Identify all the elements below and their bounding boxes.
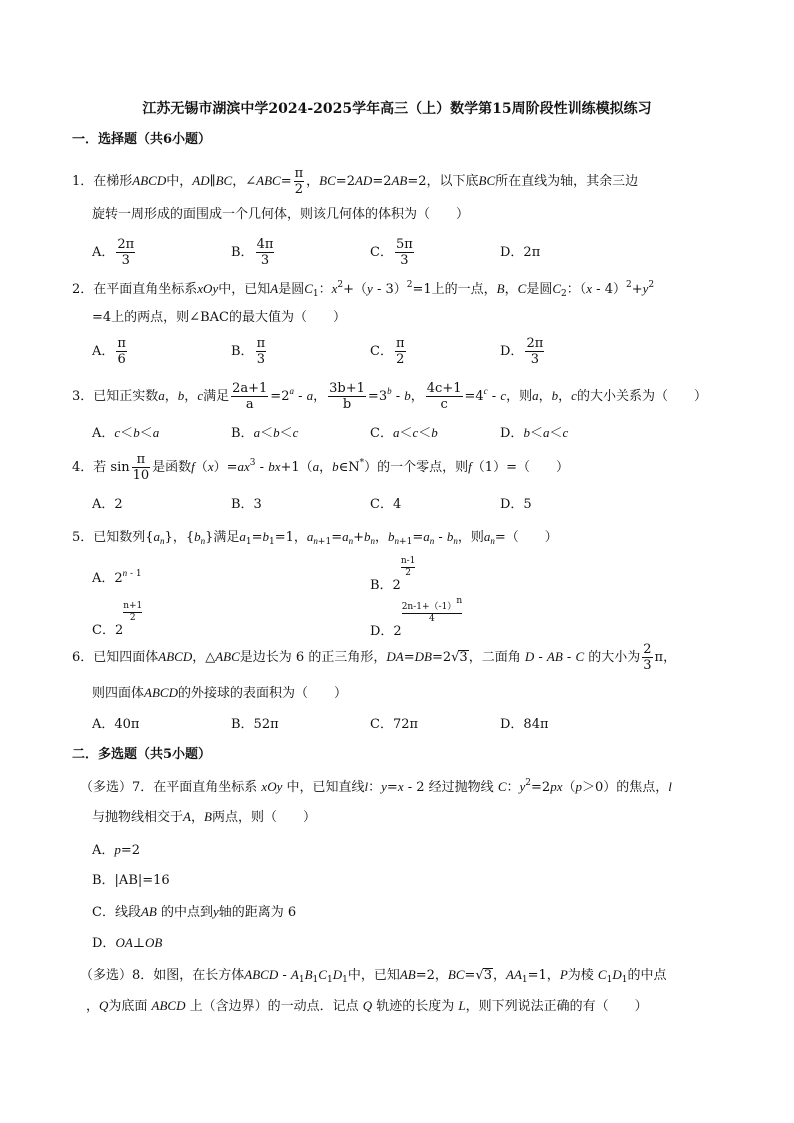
question-1-line-1: 1．在梯形ABCD中，AD∥BC，∠ABC= $\frac{\pi}{2}$ ，BC=2AD=2AB=2，以下底BC所在直线为轴，其余三边 (72, 166, 639, 197)
section-heading-multi: 二．多选题（共5小题） (72, 747, 212, 762)
page-title: 江苏无锡市湖滨中学2024-2025学年高三（上）数学第15周阶段性训练模拟练习 (142, 101, 652, 117)
question-4-line-1: 4．若 sin $\frac{\pi}{10}$ 是函数$f(x)=ax^3 - bx+1(a$，b∈N*）的一个零点，则f（1）=（ ） (72, 452, 569, 483)
question-8-line-2: ，Q为底面 ABCD 上（含边界）的一动点．记点 Q 轨迹的长度为 L，则下列说法正确的有（ ） (86, 998, 648, 1014)
question-7-line-2: 与抛物线相交于A，B两点，则（ ） (92, 809, 316, 825)
question-5-line-1: 5．已知数列$\{a_n\}$，$\{b_n\}$满足$a_1=b_1=1$，$a_{n+1}=a_n+b_n$，$b_{n+1}=a_n - b_n$，则$a_n=$（ ） (72, 529, 558, 547)
question-7-option-a: A．p=2 (92, 842, 141, 858)
question-7-option-d: D．OA⊥OB (92, 935, 163, 951)
question-7-option-c: C．线段AB 的中点到y轴的距离为 6 (92, 904, 297, 920)
question-5-option-b: B．2 $\frac{n-1}{2}$ (370, 556, 416, 593)
question-7-line-1: （多选）7．在平面直角坐标系 xOy 中，已知直线l：y=x - 2 经过抛物线 C：$y^2=2px(p>0)$的焦点，l (80, 778, 672, 795)
question-6-line-1: 6．已知四面体ABCD，△ABC是边长为 6 的正三角形，DA=DB=2√3，二面角 D - AB - C 的大小为 $\frac{2}{3}$ π， (72, 642, 677, 673)
question-6-line-2: 则四面体ABCD的外接球的表面积为（ ） (92, 685, 347, 701)
question-5-option-a: A．2$^{n - 1}$ (92, 568, 142, 586)
question-5-option-c: C．2 $\frac{n+1}{2}$ (92, 601, 143, 638)
question-3-line-1: 3．已知正实数a，b，c满足 $\frac{2a+1}{a}$ $=2^a - a$， $\frac{3b+1}{b}$ $=3^b - b$， $\frac{4c+1}{c}$ $=4^c - c$，则a，b，c的大小关系为（ ） (72, 381, 707, 412)
question-2-line-1: 2．在平面直角坐标系xOy中，已知A是圆$C_1$：$x^2+(y - 3)^2=1$上的一点，B，C是圆$C_2$：$(x - 4)^2+y^2$ (72, 280, 655, 299)
question-2-line-2: =4上的两点，则∠BAC的最大值为（ ） (92, 310, 346, 325)
section-heading-choice: 一．选择题（共6小题） (72, 132, 212, 147)
question-5-option-d: D．2 $\frac{2n-1+(-1)^n}{4}$ (370, 596, 463, 639)
question-8-line-1: （多选）8．如图，在长方体ABCD - $A_1B_1C_1D_1$中，已知AB=2，BC=√3，$AA_1=1$，P为棱 $C_1D_1$的中点 (80, 967, 667, 985)
question-7-option-b: B．|AB|=16 (92, 873, 170, 888)
question-1-line-2: 旋转一周形成的面围成一个几何体，则该几何体的体积为（ ） (92, 207, 470, 222)
